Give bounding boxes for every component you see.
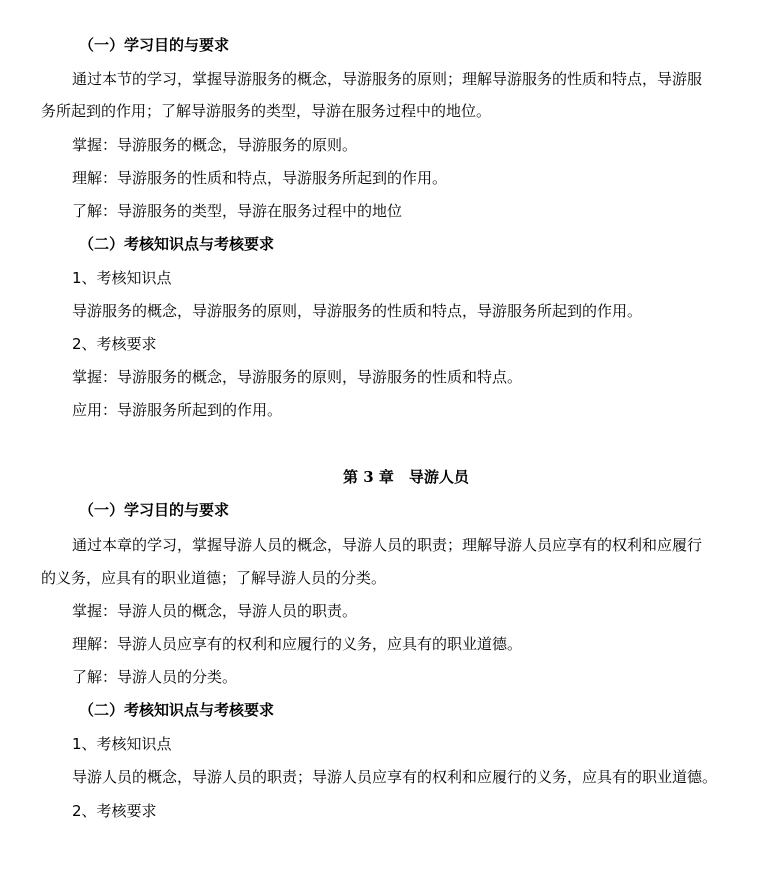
chapter-title: 第 3 章 导游人员 [343, 468, 469, 486]
chapter3-heading-learning-goals: （一）学习目的与要求 [79, 501, 230, 519]
chapter3-intro-line-2: 的义务，应具有的职业道德；了解导游人员的分类。 [41, 569, 387, 587]
list-item-title-knowledge-points: 1、考核知识点 [72, 269, 172, 287]
paragraph-understand: 理解：导游服务的性质和特点，导游服务所起到的作用。 [72, 169, 448, 187]
paragraph-intro-line-1: 通过本节的学习，掌握导游服务的概念，导游服务的原则；理解导游服务的性质和特点，导游服 [72, 70, 703, 88]
paragraph-know: 了解：导游服务的类型，导游在服务过程中的地位 [72, 202, 403, 220]
chapter3-paragraph-know: 了解：导游人员的分类。 [72, 668, 238, 686]
paragraph-master: 掌握：导游服务的概念，导游服务的原则。 [72, 136, 358, 154]
paragraph-exam-master: 掌握：导游服务的概念，导游服务的原则，导游服务的性质和特点。 [72, 368, 523, 386]
chapter3-paragraph-master: 掌握：导游人员的概念，导游人员的职责。 [72, 602, 358, 620]
paragraph-intro-line-2: 务所起到的作用；了解导游服务的类型，导游在服务过程中的地位。 [41, 102, 492, 120]
list-item-title-exam-requirements: 2、考核要求 [72, 335, 157, 353]
paragraph-knowledge-points: 导游服务的概念，导游服务的原则，导游服务的性质和特点，导游服务所起到的作用。 [72, 302, 643, 320]
section-heading-exam-points: （二）考核知识点与考核要求 [79, 235, 275, 253]
chapter3-intro-line-1: 通过本章的学习，掌握导游人员的概念，导游人员的职责；理解导游人员应享有的权利和应履行 [72, 536, 703, 554]
paragraph-exam-apply: 应用：导游服务所起到的作用。 [72, 401, 283, 419]
section-heading-learning-goals: （一）学习目的与要求 [79, 36, 230, 54]
chapter3-paragraph-knowledge-points: 导游人员的概念，导游人员的职责；导游人员应享有的权利和应履行的义务，应具有的职业道德。 [72, 768, 718, 786]
chapter3-paragraph-understand: 理解：导游人员应享有的权利和应履行的义务，应具有的职业道德。 [72, 635, 523, 653]
chapter3-list-item-title-exam-requirements: 2、考核要求 [72, 802, 157, 820]
chapter3-list-item-title-knowledge-points: 1、考核知识点 [72, 735, 172, 753]
chapter3-heading-exam-points: （二）考核知识点与考核要求 [79, 701, 275, 719]
